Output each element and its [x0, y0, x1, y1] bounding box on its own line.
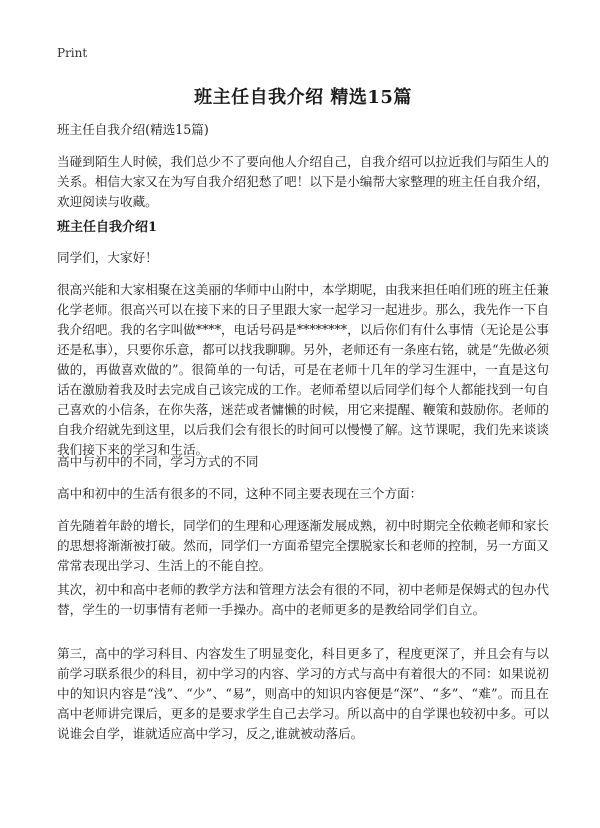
page-title: 班主任自我介绍 精选15篇 — [194, 87, 412, 108]
paragraph-difference-intro: 高中和初中的生活有很多的不同，这种不同主要表现在三个方面： — [57, 486, 423, 501]
paragraph-self-intro: 很高兴能和大家相聚在这美丽的华师中山附中，本学期呢，由我来担任咱们班的班主任兼化学老师。很高兴可以在接下来的日子里跟大家一起学习一起进步。那么，我先作一下自我介绍吧。我的名字叫做****，电话号码是********，以后你们有什么事情（无论是公事还是私事），只要你乐意，都可以找我聊聊。另外，老师还有一条座右铭，就是“先做必须做的，再做喜欢做的”。很简单的一句话，可是在老师十几年的学习生涯中，一直是这句话在激励着我及时去完成自己该完成的工作。老师希望以后同学们每个人都能找到一句自己喜欢的小信条，在你失落，迷茫或者慵懒的时候，用它来提醒、鞭策和鼓励你。老师的自我介绍就先到这里，以后我们会有很长的时间可以慢慢了解。这节课呢，我们先来谈谈我们接下来的学习和生活。 — [57, 282, 549, 457]
paragraph-difference-heading: 高中与初中的不同，学习方式的不同 — [57, 454, 259, 469]
document-subtitle: 班主任自我介绍(精选15篇) — [57, 122, 209, 137]
paragraph-first-point: 首先随着年龄的增长，同学们的生理和心理逐渐发展成熟，初中时期完全依赖老师和家长的思想将渐渐被打破。然而，同学们一方面希望完全摆脱家长和老师的控制，另一方面又常常表现出学习、生活上的不能自控。 — [57, 518, 549, 573]
print-link[interactable]: Print — [57, 46, 88, 60]
paragraph-second-point: 其次，初中和高中老师的教学方法和管理方法会有很的不同，初中老师是保姆式的包办代替，学生的一切事情有老师一手操办。高中的老师更多的是教给同学们自立。 — [57, 582, 549, 617]
paragraph-third-point: 第三，高中的学习科目、内容发生了明显变化，科目更多了，程度更深了，并且会有与以前学习联系很少的科目，初中学习的内容、学习的方式与高中有着很大的不同：如果说初中的知识内容是“浅”、“少”、“易”，则高中的知识内容便是“深”、“多”、“难”。而且在高中老师讲完课后，更多的是要求学生自己去学习。所以高中的自学课也较初中多。可以说谁会自学，谁就适应高中学习，反之,谁就被动落后。 — [57, 646, 549, 741]
paragraph-greeting: 同学们，大家好！ — [57, 250, 158, 265]
intro-paragraph: 当碰到陌生人时候，我们总少不了要向他人介绍自己，自我介绍可以拉近我们与陌生人的关系。相信大家又在为写自我介绍犯愁了吧！以下是小编帮大家整理的班主任自我介绍，欢迎阅读与收藏。 — [57, 154, 549, 209]
section-heading: 班主任自我介绍1 — [57, 220, 158, 235]
